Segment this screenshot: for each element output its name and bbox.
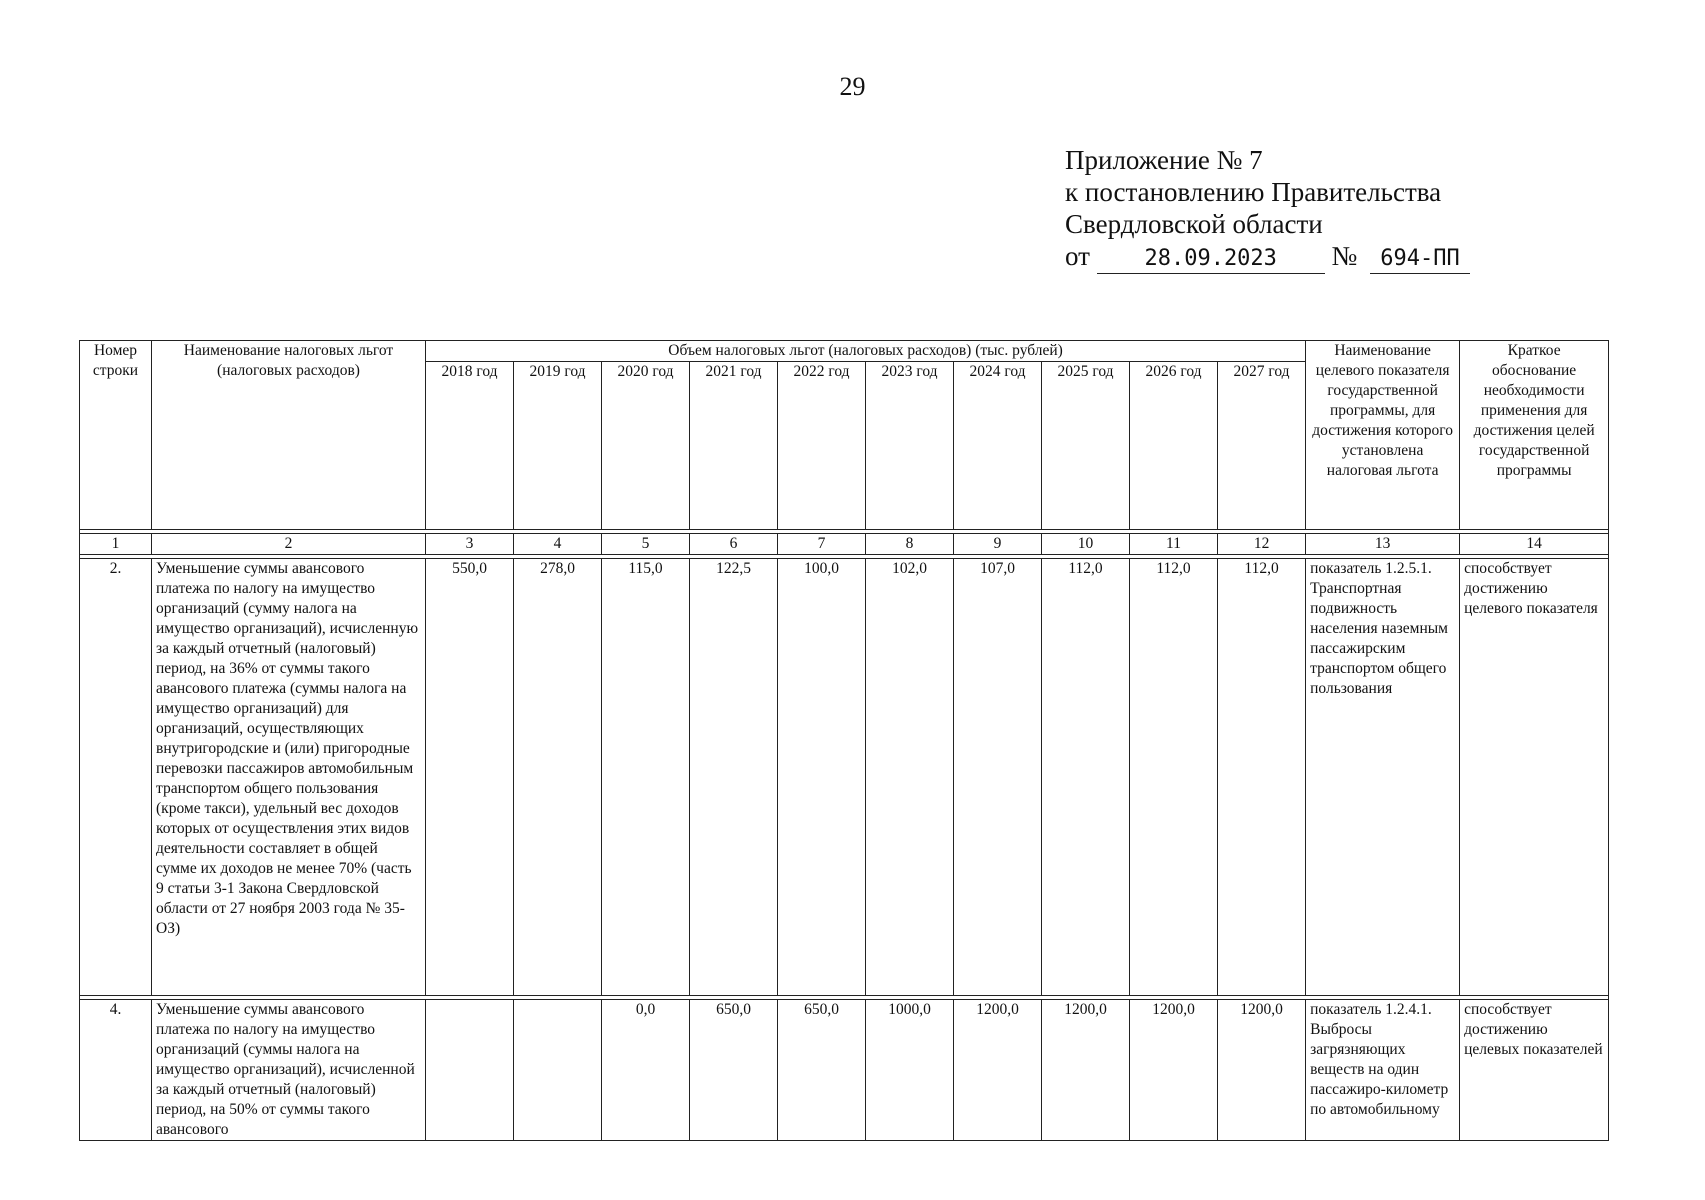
value-cell: 0,0 (602, 1000, 690, 1141)
header-year: 2026 год (1130, 362, 1218, 530)
header-year: 2021 год (690, 362, 778, 530)
value-cell: 122,5 (690, 559, 778, 996)
header-year: 2018 год (426, 362, 514, 530)
header-year: 2025 год (1042, 362, 1130, 530)
table-row (80, 1000, 1609, 1141)
value-cell: 1200,0 (954, 1000, 1042, 1141)
header-year: 2019 год (514, 362, 602, 530)
value-cell: 1000,0 (866, 1000, 954, 1141)
appendix-block (1065, 144, 1470, 274)
resolution-date: 28.09.2023 (1097, 245, 1325, 274)
value-cell: 550,0 (426, 559, 514, 996)
value-cell (514, 1000, 602, 1141)
header-year: 2023 год (866, 362, 954, 530)
resolution-number: 694-ПП (1370, 245, 1470, 274)
appendix-region-line: Свердловской области (1065, 209, 1323, 239)
page-number: 29 (839, 72, 866, 101)
value-cell: 1200,0 (1130, 1000, 1218, 1141)
number-label: № (1331, 241, 1358, 271)
column-number: 4 (514, 534, 602, 555)
value-cell: 102,0 (866, 559, 954, 996)
value-cell: 112,0 (1042, 559, 1130, 996)
benefit-name: Уменьшение суммы авансового платежа по налогу на имущество организаций (суммы налога на имущество организаций), исчисленной за каждый отчетный (налоговый) период, на 50% от суммы такого авансового (152, 1000, 426, 1141)
header-year: 2022 год (778, 362, 866, 530)
indicator-cell: показатель 1.2.4.1. Выбросы загрязняющих веществ на один пассажиро-километр по автомобильному (1306, 1000, 1460, 1141)
column-number: 7 (778, 534, 866, 555)
column-number: 9 (954, 534, 1042, 555)
column-number: 5 (602, 534, 690, 555)
column-number: 6 (690, 534, 778, 555)
value-cell: 650,0 (690, 1000, 778, 1141)
column-number: 2 (152, 534, 426, 555)
value-cell: 112,0 (1130, 559, 1218, 996)
value-cell: 278,0 (514, 559, 602, 996)
appendix-resolution-line: к постановлению Правительства (1065, 177, 1442, 207)
value-cell: 107,0 (954, 559, 1042, 996)
column-number: 10 (1042, 534, 1130, 555)
value-cell: 1200,0 (1218, 1000, 1306, 1141)
header-volume-group: Объем налоговых льгот (налоговых расходов) (тыс. рублей) (426, 341, 1306, 362)
header-row-number: Номер строки (80, 341, 152, 530)
benefit-name: Уменьшение суммы авансового платежа по налогу на имущество организаций (сумму налога на имущество организаций), исчисленную за каждый отчетный (налоговый) период, на 36% от суммы такого авансового платежа (суммы налога на имущество организаций) для организаций, осуществляющих внутригородские и (или) пригородные перевозки пассажиров автомобильным транспортом общего пользования (кроме такси), удельный вес доходов которых от осуществления этих видов деятельности составляет в общей сумме их доходов не менее 70% (часть 9 статьи 3-1 Закона Свердловской области от 27 ноября 2003 года № 35-ОЗ) (152, 559, 426, 996)
table-row (80, 559, 1609, 996)
column-number: 8 (866, 534, 954, 555)
column-number-row (80, 534, 1609, 555)
value-cell: 112,0 (1218, 559, 1306, 996)
appendix-title: Приложение № 7 (1065, 145, 1263, 175)
column-number: 11 (1130, 534, 1218, 555)
header-benefit-name: Наименование налоговых льгот (налоговых расходов) (152, 341, 426, 530)
header-year: 2027 год (1218, 362, 1306, 530)
header-year: 2024 год (954, 362, 1042, 530)
column-number: 1 (80, 534, 152, 555)
justification-cell: способствует достижению целевых показателей (1460, 1000, 1609, 1141)
from-label: от (1065, 241, 1090, 271)
value-cell: 115,0 (602, 559, 690, 996)
column-number: 13 (1306, 534, 1460, 555)
tax-benefits-table (79, 340, 1609, 1141)
header-year: 2020 год (602, 362, 690, 530)
value-cell (426, 1000, 514, 1141)
indicator-cell: показатель 1.2.5.1. Транспортная подвижность населения наземным пассажирским транспортом общего пользования (1306, 559, 1460, 996)
justification-cell: способствует достижению целевого показателя (1460, 559, 1609, 996)
column-number: 14 (1460, 534, 1609, 555)
column-number: 3 (426, 534, 514, 555)
header-justification: Краткое обоснование необходимости применения для достижения целей государственной программы (1460, 341, 1609, 530)
value-cell: 650,0 (778, 1000, 866, 1141)
value-cell: 100,0 (778, 559, 866, 996)
row-number: 4. (80, 1000, 152, 1141)
column-number: 12 (1218, 534, 1306, 555)
appendix-date-line (1065, 240, 1470, 274)
header-indicator: Наименование целевого показателя государственной программы, для достижения которого установлена налоговая льгота (1306, 341, 1460, 530)
value-cell: 1200,0 (1042, 1000, 1130, 1141)
row-number: 2. (80, 559, 152, 996)
